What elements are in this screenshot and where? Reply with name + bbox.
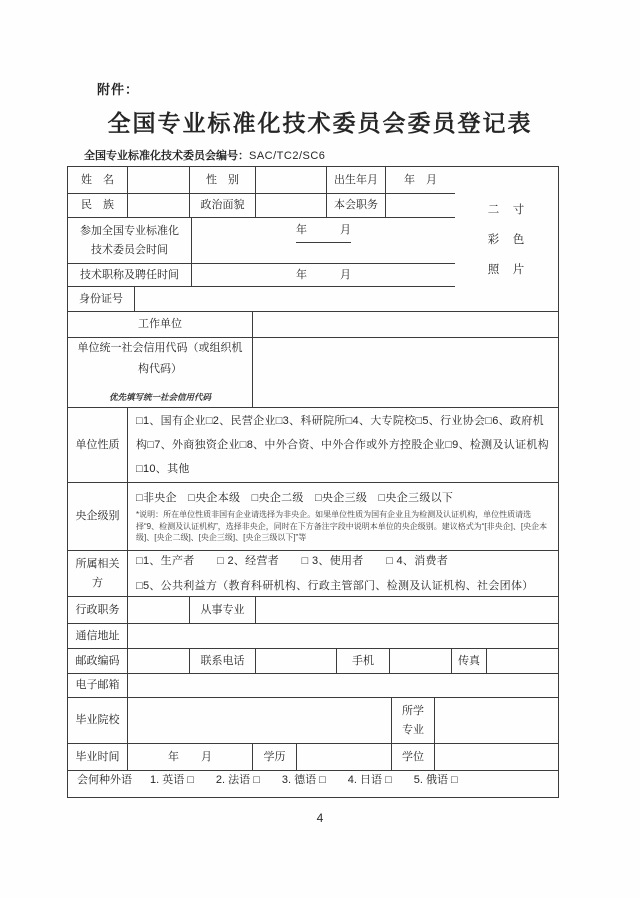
profession-label: 从事专业: [190, 597, 256, 623]
degree-value-cell: [435, 744, 558, 770]
gender-value-cell: [256, 167, 327, 193]
unit-nature-label: 单位性质: [68, 408, 128, 482]
row-join-time: [68, 218, 455, 264]
education-level-label: 学历: [253, 744, 297, 770]
birth-date-value: 年 月: [404, 173, 437, 186]
row-unit-nature: [68, 408, 558, 483]
row-central-enterprise-level: [68, 483, 558, 551]
photo-placeholder: 二 寸 彩 色 照 片: [487, 204, 526, 276]
email-label: 电子邮箱: [68, 674, 128, 697]
education-level-value-cell: [297, 744, 392, 770]
fax-label: 传真: [452, 649, 487, 673]
row-related-party: [68, 551, 558, 597]
credit-code-label: 单位统一社会信用代码（或组织机 构代码） 优先填写统一社会信用代码: [68, 338, 253, 407]
committee-number-label: 全国专业标准化技术委员会编号：: [84, 150, 249, 162]
grad-time-label: 毕业时间: [68, 744, 128, 770]
work-unit-value-cell: [253, 312, 558, 337]
major-value-cell: [435, 698, 558, 743]
central-level-label: 央企级别: [68, 483, 128, 550]
row-id-number: [68, 287, 455, 311]
credit-code-note: 优先填写统一社会信用代码: [108, 391, 211, 402]
id-number-value-cell: [135, 287, 455, 311]
political-status-value-cell: [256, 194, 327, 217]
page-title: 全国专业标准化技术委员会委员登记表: [107, 110, 533, 136]
work-unit-label: 工作单位: [68, 312, 253, 337]
fax-value-cell: [487, 649, 558, 673]
language-options: 1. 英语 □ 2. 法语 □ 3. 德语 □ 4. 日语 □ 5. 俄语 □: [150, 774, 458, 786]
committee-number-value: SAC/TC2/SC6: [249, 150, 326, 162]
central-level-note: *说明：所在单位性质非国有企业请选择为非央企。如果单位性质为国有企业且为检测及认证机构，单位性质请选择“9、检测及认证机构”，选择非央企，同时在下方备注字段中说明本单位的央企级别。建议格式为“[非央企]、[央企本级]、[央企二级]、[央企三级]、[央企三级以下]”等: [136, 510, 548, 543]
phone-label: 联系电话: [190, 649, 256, 673]
phone-value-cell: [256, 649, 337, 673]
basic-info-section: [68, 167, 558, 312]
political-status-label: 政治面貌: [190, 194, 256, 217]
profession-value-cell: [256, 597, 558, 623]
school-label: 毕业院校: [68, 698, 128, 743]
unit-nature-options: □1、国有企业□2、民营企业□3、科研院所□4、大专院校□5、行业协会□6、政府机构□7、外商独资企业□8、中外合资、中外合作或外方控股企业□9、检测及认证机构□10、其他: [136, 415, 549, 475]
degree-label: 学位: [392, 744, 435, 770]
email-value-cell: [128, 674, 558, 697]
mobile-label: 手机: [337, 649, 390, 673]
name-label: 姓 名: [68, 167, 128, 193]
row-graduation: [68, 744, 558, 771]
committee-post-label: 本会职务: [327, 194, 386, 217]
committee-post-value-cell: [386, 194, 455, 217]
admin-post-value-cell: [128, 597, 190, 623]
credit-code-value-cell: [253, 338, 558, 407]
join-time-value-cell: [192, 218, 455, 263]
address-label: 通信地址: [68, 624, 128, 648]
row-tech-title: [68, 264, 455, 287]
central-level-content: [128, 483, 558, 550]
related-party-label: 所属相关 方: [68, 551, 128, 596]
postcode-value-cell: [128, 649, 190, 673]
ethnicity-value-cell: [128, 194, 190, 217]
row-name-gender-birth: [68, 167, 455, 194]
page-number: 4: [316, 811, 324, 825]
row-credit-code: [68, 338, 558, 408]
join-time-value: 年 月: [296, 218, 351, 243]
committee-number-line: [84, 147, 325, 163]
row-school-major: [68, 698, 558, 744]
row-foreign-languages: [68, 771, 558, 797]
row-ethnicity-political-post: [68, 194, 455, 218]
tech-title-value: 年 月: [296, 268, 351, 281]
mobile-value-cell: [390, 649, 452, 673]
row-email: [68, 674, 558, 698]
join-time-label: 参加全国专业标准化 技术委员会时间: [68, 218, 192, 263]
gender-label: 性 别: [190, 167, 256, 193]
tech-title-label: 技术职称及聘任时间: [68, 264, 192, 286]
attachment-label: 附件：: [97, 82, 140, 97]
birth-date-label: 出生年月: [327, 167, 386, 193]
admin-post-label: 行政职务: [68, 597, 128, 623]
row-address: [68, 624, 558, 649]
name-value-cell: [128, 167, 190, 193]
school-value-cell: [128, 698, 392, 743]
row-admin-post-profession: [68, 597, 558, 624]
central-level-options: □非央企 □央企本级 □央企二级 □央企三级 □央企三级以下: [136, 492, 454, 505]
id-number-label: 身份证号: [68, 287, 135, 311]
related-party-options: □1、生产者 □ 2、经营者 □ 3、使用者 □ 4、消费者 □5、公共利益方（教育科研机构、行政主管部门、检测及认证机构、社会团体）: [136, 554, 534, 592]
registration-form-table: [67, 166, 559, 798]
postcode-label: 邮政编码: [68, 649, 128, 673]
major-label: 所学 专业: [392, 698, 435, 743]
ethnicity-label: 民 族: [68, 194, 128, 217]
grad-time-value: 年 月: [128, 744, 253, 770]
address-value-cell: [128, 624, 558, 648]
row-work-unit: [68, 312, 558, 338]
language-label: 会何种外语: [77, 774, 132, 786]
row-postcode-phone-mobile-fax: [68, 649, 558, 674]
